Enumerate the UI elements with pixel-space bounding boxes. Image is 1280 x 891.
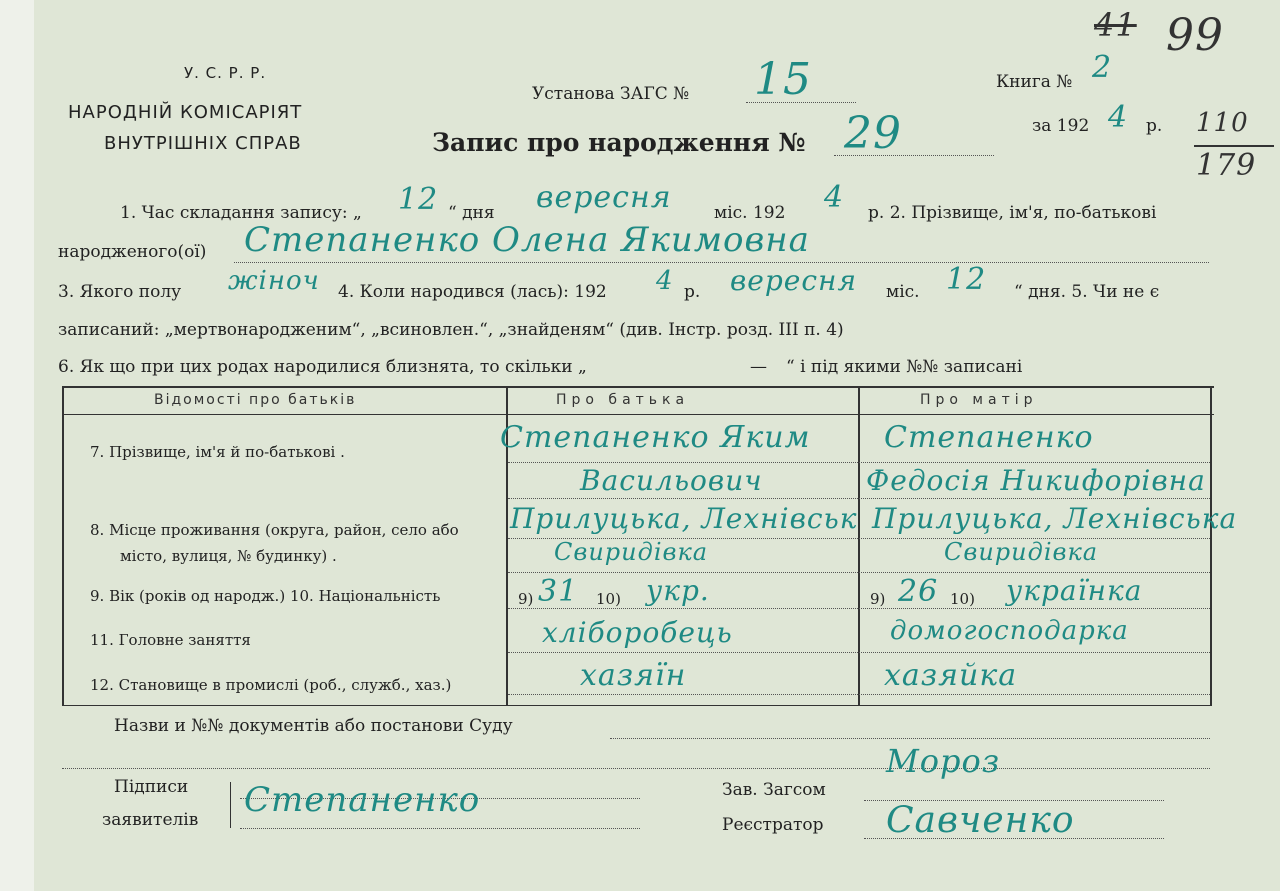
- commissariat-heading-line2: ВНУТРІШНІХ СПРАВ: [104, 133, 302, 154]
- mother-nationality-prefix: 10): [950, 590, 975, 608]
- field-5-text: записаний: „мертвонародженим“, „всиновлен.“, „знайденям“ (див. Інстр. розд. III п. 4): [58, 320, 844, 340]
- child-sex: жіноч: [228, 266, 320, 296]
- field-2-label-cont: народженого(ої): [58, 242, 207, 262]
- row-11-label: 11. Головне заняття: [90, 631, 251, 649]
- father-occupation: хліборобець: [542, 616, 733, 649]
- book-label: Книга №: [996, 72, 1073, 92]
- record-form: [34, 0, 1280, 891]
- commissariat-heading-line1: НАРОДНІЙ КОМІСАРІЯТ: [68, 102, 303, 123]
- field-1-label: 1. Час складання запису: „: [120, 203, 362, 223]
- institution-label: Установа ЗАГС №: [532, 84, 690, 104]
- father-age-prefix: 9): [518, 590, 534, 608]
- book-number: 2: [1092, 50, 1113, 85]
- header-parents-info: Відомості про батьків: [154, 392, 357, 408]
- corner-fraction-top: 110: [1196, 108, 1249, 138]
- field-6-suffix: “ і під якими №№ записані: [786, 357, 1023, 377]
- institution-number: 15: [754, 54, 812, 105]
- record-title: Запис про народження №: [432, 128, 806, 157]
- mother-name-line1: Степаненко: [884, 420, 1094, 455]
- year-suffix: р.: [1146, 116, 1163, 136]
- header-father: Про батька: [556, 392, 690, 408]
- signatures-label-line1: Підписи: [114, 777, 189, 797]
- field-3-label: 3. Якого полу: [58, 282, 182, 302]
- mother-place-line1: Прилуцька, Лехнівська: [872, 502, 1238, 535]
- row-9-label: 9. Вік (років од народж.) 10. Національність: [90, 587, 441, 605]
- father-nationality: укр.: [646, 574, 710, 607]
- corner-struck-number: 41: [1094, 6, 1137, 44]
- header-mother: Про матір: [920, 392, 1038, 408]
- record-number: 29: [844, 108, 902, 159]
- year-prefix: за 192: [1032, 116, 1090, 136]
- mother-age-prefix: 9): [870, 590, 886, 608]
- registrar-signature: Савченко: [886, 800, 1075, 841]
- mother-status: хазяйка: [884, 658, 1018, 693]
- field-1-month-suffix: міс. 192: [714, 203, 786, 223]
- birth-year-digit: 4: [656, 266, 674, 296]
- father-name-line1: Степаненко Яким: [500, 420, 811, 455]
- row-8-label-a: 8. Місце проживання (округа, район, село або: [90, 521, 459, 539]
- field-4-month-suffix: міс.: [886, 282, 920, 302]
- father-status: хазяїн: [580, 658, 687, 693]
- field-6-label: 6. Як що при цих родах народилися близнята, то скільки „: [58, 357, 587, 377]
- mother-age: 26: [898, 574, 939, 609]
- father-nationality-prefix: 10): [596, 590, 621, 608]
- field-1-day-suffix: “ дня: [448, 203, 495, 223]
- field-1-day: 12: [398, 182, 439, 217]
- mother-name-line2: Федосія Никифорівна: [866, 464, 1206, 497]
- row-7-label: 7. Прізвище, ім'я й по-батькові .: [90, 443, 345, 461]
- corner-number: 99: [1166, 10, 1224, 61]
- corner-fraction-bottom: 179: [1196, 148, 1257, 183]
- father-place-line2: Свиридівка: [554, 538, 709, 566]
- father-age: 31: [538, 574, 579, 609]
- republic-heading: У. С. Р. Р.: [184, 64, 267, 82]
- applicant-signature: Степаненко: [244, 780, 481, 820]
- mother-nationality: українка: [1006, 574, 1143, 607]
- row-12-label: 12. Становище в промислі (роб., служб., хаз.): [90, 676, 452, 694]
- mother-place-line2: Свиридівка: [944, 538, 1099, 566]
- head-of-registry-signature: Мороз: [886, 742, 1001, 780]
- mother-occupation: домогосподарка: [890, 616, 1129, 646]
- field-4-r: р.: [684, 282, 701, 302]
- birth-month: вересня: [730, 264, 858, 297]
- field-4-label: 4. Коли народився (лась): 192: [338, 282, 607, 302]
- birth-day: 12: [946, 262, 987, 297]
- documents-label: Назви и №№ документів або постанови Суду: [114, 716, 513, 736]
- head-of-registry-label: Зав. Загсом: [722, 780, 826, 800]
- field-1-month: вересня: [536, 180, 672, 215]
- year-digit: 4: [1108, 100, 1129, 135]
- row-8-label-b: місто, вулиця, № будинку) .: [120, 547, 337, 565]
- child-full-name: Степаненко Олена Якимовна: [244, 220, 810, 260]
- father-place-line1: Прилуцька, Лехнівськ: [510, 502, 858, 535]
- field-1-year: 4: [824, 180, 845, 215]
- father-name-line2: Васильович: [580, 464, 763, 497]
- signatures-label-line2: заявителів: [102, 810, 199, 830]
- field-2-label: р. 2. Прізвище, ім'я, по-батькові: [868, 203, 1157, 223]
- registrar-label: Реєстратор: [722, 815, 824, 835]
- twins-count: —: [750, 357, 767, 377]
- field-4-day-suffix: “ дня. 5. Чи не є: [1014, 282, 1160, 302]
